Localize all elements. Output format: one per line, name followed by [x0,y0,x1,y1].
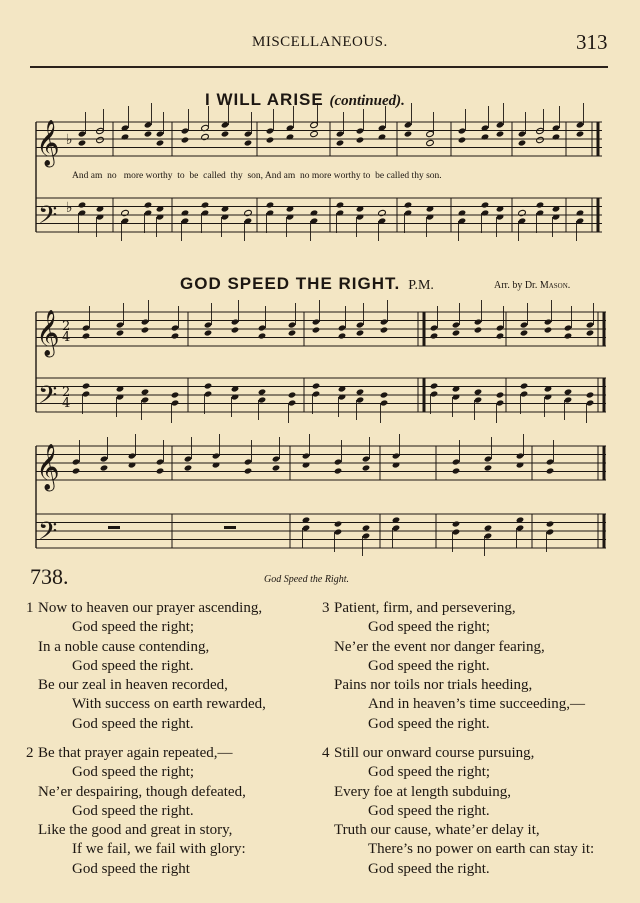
note-head [72,467,80,474]
note-head [586,329,594,336]
note-head [452,329,460,336]
note-head [452,393,460,400]
verse-line: God speed the right. [368,860,490,877]
note-head [496,130,504,137]
note-head [518,209,526,216]
note-head [302,524,310,531]
note-head [212,461,220,468]
note-head [378,133,386,140]
note-head [576,209,584,216]
note-head [516,461,524,468]
note-head [78,130,86,137]
note-head [518,130,526,137]
note-head [546,467,554,474]
note-head [334,458,342,465]
note-head [171,324,179,331]
note-head [552,133,560,140]
note-head [310,121,318,128]
note-head [536,209,544,216]
note-head [288,329,296,336]
note-head [72,458,80,465]
note-head [458,127,466,134]
verse-line: God speed the right. [368,715,490,732]
note-head [78,209,86,216]
verse-line: Pains nor toils nor trials heeding, [334,677,533,694]
note-head [474,396,482,403]
verse-line [26,599,266,618]
verse-line [322,599,585,618]
note-head [516,524,524,531]
note-head [338,332,346,339]
verse-number: 4 [322,745,330,761]
arranger-prefix: Arr. by Dr. [494,280,540,291]
note-head [520,329,528,336]
note-head [536,201,544,208]
note-head [474,326,482,333]
verse-line: In a noble cause contending, [38,638,210,655]
note-head [496,332,504,339]
verse-number: 3 [322,600,330,616]
note-head [426,213,434,220]
verse-line: Ne’er the event nor danger fearing, [334,638,545,655]
hymn-caption: God Speed the Right. [264,574,349,585]
note-head [338,393,346,400]
verse-line: Truth our cause, whate’er delay it, [334,822,540,839]
song2-meter: P.M. [408,278,434,293]
note-head [336,130,344,137]
note-head [380,326,388,333]
note-head [518,139,526,146]
note-head [82,324,90,331]
note-head [564,332,572,339]
verse-line: God speed the right; [72,764,195,781]
note-head [244,467,252,474]
note-head [484,464,492,471]
note-head [481,133,489,140]
note-head [516,452,524,459]
note-head [212,452,220,459]
note-head [481,209,489,216]
hymn-number: 738. [30,564,69,589]
note-head [404,130,412,137]
note-head [310,209,318,216]
arranger-name: Mason. [539,280,571,291]
note-head [380,318,388,325]
note-head [546,528,554,535]
verse-text: Now to heaven our prayer ascending, [38,600,263,616]
note-head [144,201,152,208]
note-head [430,382,438,389]
note-head [484,524,492,531]
bass-clef-icon: 𝄢 [38,381,58,416]
note-head [204,329,212,336]
note-head [302,452,310,459]
note-head [258,332,266,339]
note-head [334,467,342,474]
note-head [312,326,320,333]
bass-clef-icon: 𝄢 [38,201,58,236]
note-head [430,390,438,397]
note-head [100,455,108,462]
note-head [100,464,108,471]
note-head [121,209,129,216]
note-head [272,464,280,471]
song1-title-text: I WILL ARISE [205,90,324,109]
treble-clef-icon: 𝄞 [36,120,60,166]
note-head [266,201,274,208]
note-head [546,458,554,465]
flat-icon: ♭ [66,200,73,216]
verse-text: Be that prayer again repeated,— [38,745,233,761]
note-head [484,455,492,462]
note-head [96,213,104,220]
note-head [576,130,584,137]
verse-line: God speed the right [72,860,190,877]
note-head [231,318,239,325]
note-head [474,388,482,395]
note-head [564,324,572,331]
note-head [310,130,318,137]
note-head [404,209,412,216]
note-head [484,532,492,539]
verse-1 [26,599,266,734]
note-head [336,209,344,216]
note-head [221,130,229,137]
note-head [312,390,320,397]
note-head [204,382,212,389]
note-head [266,136,274,143]
note-head [288,399,296,406]
verse-line: There’s no power on earth can stay it: [368,841,595,858]
verse-line: Like the good and great in story, [38,822,233,839]
running-title: MISCELLANEOUS. [252,34,388,50]
note-head [334,528,342,535]
note-head [258,388,266,395]
note-head [544,318,552,325]
verse-text: Patient, firm, and persevering, [334,600,516,616]
verse-line: Every foe at length subduing, [334,783,512,800]
note-head [181,127,189,134]
note-head [121,133,129,140]
note-head [356,127,364,134]
note-head [141,326,149,333]
treble-clef-icon: 𝄞 [36,444,60,490]
treble-clef-icon: 𝄞 [36,310,60,356]
page-number: 313 [576,30,608,54]
note-head [116,393,124,400]
note-head [496,399,504,406]
note-head [362,455,370,462]
note-head [288,321,296,328]
note-head [520,321,528,328]
note-head [244,458,252,465]
note-head [244,139,252,146]
note-head [536,127,544,134]
note-head [458,136,466,143]
note-head [362,464,370,471]
note-head [171,332,179,339]
note-head [496,324,504,331]
note-head [184,464,192,471]
note-head [82,382,90,389]
note-head [128,461,136,468]
verse-line: Be our zeal in heaven recorded, [38,677,228,694]
note-head [430,332,438,339]
note-head [231,393,239,400]
note-head [156,130,164,137]
time-sig: 4 [62,396,71,411]
note-head [221,213,229,220]
note-head [452,321,460,328]
note-head [356,329,364,336]
note-head [156,139,164,146]
note-head [96,127,104,134]
note-head [96,136,104,143]
note-head [334,520,342,527]
time-sig: 2 [62,319,71,334]
note-head [356,396,364,403]
note-head [312,318,320,325]
note-head [338,324,346,331]
note-head [356,321,364,328]
song1-lyric-line: And am no more worthy to be called thy son, And am no more worthy to be called thy son. [72,171,442,181]
note-head [392,452,400,459]
note-head [356,213,364,220]
note-head [336,201,344,208]
note-head [258,324,266,331]
note-head [144,121,152,128]
note-head [201,133,209,140]
note-head [452,467,460,474]
note-head [496,213,504,220]
verse-line: God speed the right; [72,619,195,636]
note-head [458,209,466,216]
song2-title-text: GOD SPEED THE RIGHT. [180,274,401,293]
note-head [244,130,252,137]
note-head [156,467,164,474]
note-head [116,329,124,336]
note-head [474,318,482,325]
note-head [452,458,460,465]
note-head [452,528,460,535]
note-head [221,121,229,128]
note-head [78,201,86,208]
verse-number: 1 [26,600,34,616]
note-head [231,326,239,333]
note-head [586,399,594,406]
note-head [184,455,192,462]
note-head [356,136,364,143]
note-head [356,388,364,395]
note-head [496,121,504,128]
note-head [378,209,386,216]
note-head [586,321,594,328]
note-head [286,213,294,220]
verse-2 [26,744,246,879]
time-sig: 4 [62,330,71,345]
verse-line: And in heaven’s time succeeding,— [368,696,586,713]
verse-4 [322,744,594,879]
verse-line: Ne’er despairing, though defeated, [38,783,246,800]
note-head [536,136,544,143]
note-head [380,391,388,398]
note-head [201,209,209,216]
verse-line: God speed the right. [72,657,194,674]
note-head [544,393,552,400]
note-head [426,139,434,146]
verse-line: God speed the right; [368,619,491,636]
note-head [288,391,296,398]
verse-line: God speed the right. [368,657,490,674]
note-head [156,458,164,465]
note-head [552,213,560,220]
note-head [141,318,149,325]
note-head [82,390,90,397]
note-head [181,136,189,143]
note-head [426,130,434,137]
note-head [204,390,212,397]
verse-line: With success on earth rewarded, [72,696,266,713]
note-head [586,391,594,398]
note-head [141,396,149,403]
song1-subtitle: (continued). [329,93,405,109]
bass-clef-icon: 𝄢 [38,517,58,552]
note-head [82,332,90,339]
note-head [144,209,152,216]
verse-number: 2 [26,745,34,761]
verse-line: God speed the right. [368,802,490,819]
note-head [141,388,149,395]
note-head [201,201,209,208]
rest [224,526,236,529]
note-head [266,127,274,134]
note-head [362,524,370,531]
note-head [286,133,294,140]
note-head [302,461,310,468]
note-head [244,209,252,216]
note-head [564,388,572,395]
note-head [181,209,189,216]
note-head [171,399,179,406]
note-head [520,382,528,389]
note-head [452,520,460,527]
note-head [78,139,86,146]
verse-line [322,744,594,763]
note-head [392,524,400,531]
note-head [258,396,266,403]
note-head [430,324,438,331]
note-head [576,121,584,128]
note-head [564,396,572,403]
note-head [336,139,344,146]
note-head [128,452,136,459]
verse-line: God speed the right; [368,764,491,781]
verse-line: God speed the right. [72,802,194,819]
note-head [156,213,164,220]
verse-text: Still our onward course pursuing, [334,745,535,761]
note-head [204,321,212,328]
note-head [380,399,388,406]
note-head [362,532,370,539]
time-sig: 2 [62,385,71,400]
note-head [144,130,152,137]
note-head [404,201,412,208]
note-head [392,461,400,468]
note-head [266,209,274,216]
verse-line: If we fail, we fail with glory: [72,841,246,858]
note-head [272,455,280,462]
rest [108,526,120,529]
note-head [171,391,179,398]
note-head [312,382,320,389]
verse-3 [322,599,585,734]
note-head [546,520,554,527]
flat-icon: ♭ [66,132,73,148]
note-head [520,390,528,397]
verse-line: God speed the right. [72,715,194,732]
note-head [116,321,124,328]
note-head [496,391,504,398]
verse-line [26,744,246,763]
note-head [404,121,412,128]
note-head [544,326,552,333]
note-head [481,201,489,208]
